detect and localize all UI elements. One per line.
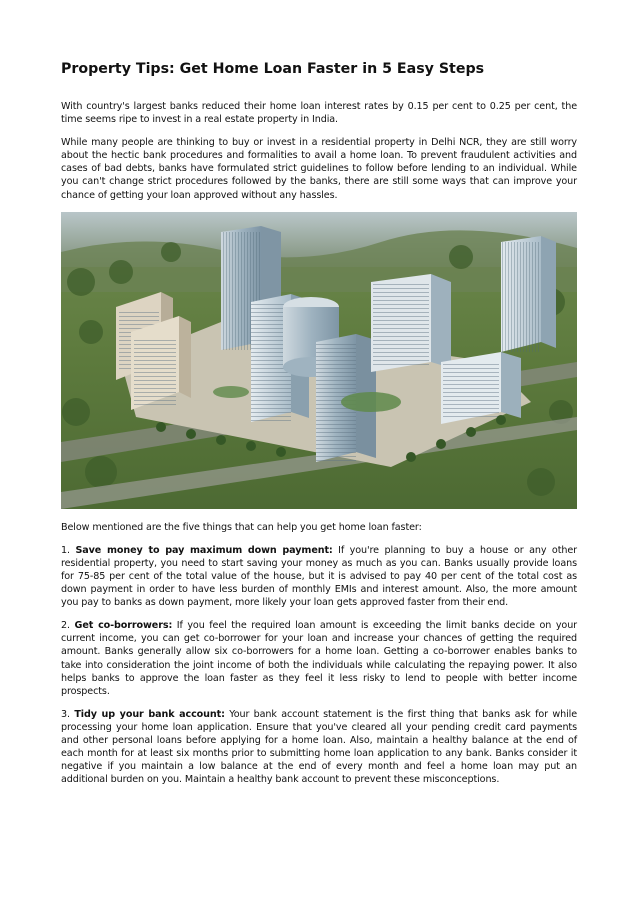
step-2-heading: Get co-borrowers: bbox=[74, 620, 173, 632]
step-1-number: 1. bbox=[61, 544, 70, 556]
step-1-text: If you're planning to buy a house or any other residential property, you need to start saving your money as much as you can. Banks usually provide loans for 75-85 per cent of the total value of the house, but it is advised to pay 40 per cent of the total cost as down payment in order to have less burden of monthly EMIs and interest amount. Also, the more amount you pay to banks as down payment, more likely your loan gets approved faster from their end. bbox=[61, 544, 577, 609]
intro-paragraph-2: While many people are thinking to buy or invest in a residential property in Delhi NCR, they are still worry about the hectic bank procedures and formalities to avail a home loan. To prevent fraudulent activities and cases of bad debts, banks have formulated strict guidelines to follow before lending to an individual. While you can't change strict procedures followed by the banks, there are still some ways that can improve your chance of getting your loan approved without any hassles. bbox=[61, 137, 577, 201]
article-title: Property Tips: Get Home Loan Faster in 5 Easy Steps bbox=[61, 61, 485, 77]
aerial-city-rendering-image bbox=[61, 212, 577, 509]
step-3-text: Your bank account statement is the first thing that banks ask for while processing your home loan application. Ensure that you've cleared all your pending credit card payments and other personal loans before applying for a home loan. Also, maintain a healthy balance at the end of each month for at least six months prior to submitting home loan application to any bank. Banks consider it negative if you maintain a low balance at the end of every month and feel a home loan may put an additional burden on you. Maintain a healthy bank account to prevent these misconceptions. bbox=[61, 708, 578, 786]
article bbox=[61, 60, 577, 796]
step-3 bbox=[61, 708, 577, 787]
step-1 bbox=[61, 544, 577, 609]
step-1-heading: Save money to pay maximum down payment: bbox=[75, 544, 333, 556]
step-2-text: If you feel the required loan amount is exceeding the limit banks decide on your current income, you can get co-borrower for your loan and increase your chances of getting the required amount. Banks generally allow six co-borrowers for a home loan. Getting a co-borrower enables banks to take into consideration the joint income of both the individuals while calculating the repaying power. It also helps banks to approve the loan faster as they feel it less risky to lend to people with better income prospects. bbox=[61, 620, 578, 697]
step-2 bbox=[61, 619, 577, 698]
step-2-number: 2. bbox=[61, 620, 70, 632]
intro-paragraph-1: With country's largest banks reduced their home loan interest rates by 0.15 per cent to 0.25 per cent, the time seems ripe to invest in a real estate property in India. bbox=[61, 101, 577, 126]
list-intro: Below mentioned are the five things that can help you get home loan faster: bbox=[61, 521, 422, 533]
step-3-heading: Tidy up your bank account: bbox=[74, 708, 225, 720]
step-3-number: 3. bbox=[61, 708, 70, 720]
